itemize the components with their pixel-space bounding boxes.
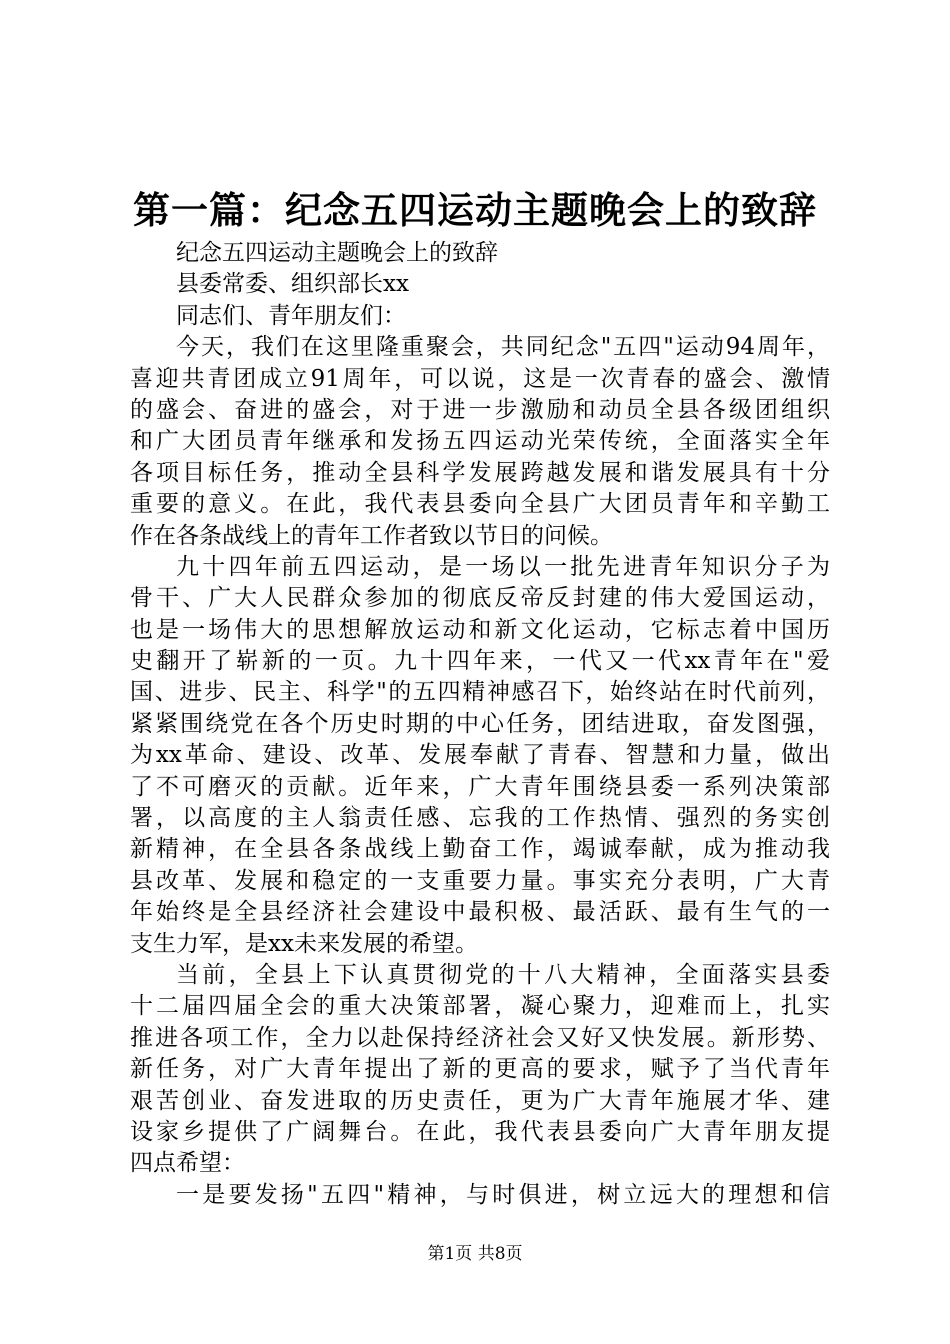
body-line: 县改革、发展和稳定的一支重要力量。事实充分表明，广大青 (130, 867, 830, 894)
body-line: 支生力军，是xx未来发展的希望。 (130, 930, 478, 957)
body-line: 县委常委、组织部长xx (176, 271, 409, 298)
body-line: 也是一场伟大的思想解放运动和新文化运动，它标志着中国历 (130, 616, 830, 643)
body-line: 国、进步、民主、科学"的五四精神感召下，始终站在时代前列， (130, 679, 830, 706)
page-footer: 第1页 共8页 (427, 1244, 523, 1264)
body-line: 年始终是全县经济社会建设中最积极、最活跃、最有生气的一 (130, 899, 830, 926)
body-line: 的盛会、奋进的盛会，对于进一步激励和动员全县各级团组织 (130, 396, 830, 423)
body-line: 各项目标任务，推动全县科学发展跨越发展和谐发展具有十分 (130, 459, 830, 486)
body-line: 重要的意义。在此，我代表县委向全县广大团员青年和辛勤工 (130, 491, 830, 518)
body-line: 和广大团员青年继承和发扬五四运动光荣传统，全面落实全年 (130, 428, 830, 455)
body-line: 作在各条战线上的青年工作者致以节日的问候。 (130, 522, 613, 549)
body-line: 了不可磨灭的贡献。近年来，广大青年围绕县委一系列决策部 (130, 773, 830, 800)
body-line: 为xx革命、建设、改革、发展奉献了青春、智慧和力量，做出 (130, 742, 830, 769)
body-line: 四点希望： (130, 1150, 245, 1177)
document-body (130, 238, 830, 1211)
body-line: 新任务，对广大青年提出了新的更高的要求，赋予了当代青年 (130, 1056, 830, 1083)
body-line: 同志们、青年朋友们： (176, 302, 406, 329)
body-line: 新精神，在全县各条战线上勤奋工作，竭诚奉献，成为推动我 (130, 836, 830, 863)
document-title: 第一篇：纪念五四运动主题晚会上的致辞 (133, 189, 817, 232)
body-line: 史翻开了崭新的一页。九十四年来，一代又一代xx青年在"爱 (130, 648, 830, 675)
body-line: 署，以高度的主人翁责任感、忘我的工作热情、强烈的务实创 (130, 805, 830, 832)
body-line: 喜迎共青团成立91周年，可以说，这是一次青春的盛会、激情 (130, 365, 830, 392)
body-line: 骨干、广大人民群众参加的彻底反帝反封建的伟大爱国运动， (130, 585, 830, 612)
body-line: 一是要发扬"五四"精神，与时俱进，树立远大的理想和信 (176, 1181, 830, 1208)
body-line: 十二届四届全会的重大决策部署，凝心聚力，迎难而上，扎实 (130, 993, 830, 1020)
body-line: 设家乡提供了广阔舞台。在此，我代表县委向广大青年朋友提 (130, 1118, 830, 1145)
body-line: 今天，我们在这里隆重聚会，共同纪念"五四"运动94周年， (176, 334, 830, 361)
body-line: 紧紧围绕党在各个历史时期的中心任务，团结进取，奋发图强， (130, 710, 830, 737)
body-line: 推进各项工作，全力以赴保持经济社会又好又快发展。新形势、 (130, 1024, 830, 1051)
body-line: 艰苦创业、奋发进取的历史责任，更为广大青年施展才华、建 (130, 1087, 830, 1114)
body-line: 纪念五四运动主题晚会上的致辞 (176, 240, 498, 266)
body-line: 九十四年前五四运动，是一场以一批先进青年知识分子为 (176, 553, 830, 580)
body-line: 当前，全县上下认真贯彻党的十八大精神，全面落实县委 (176, 961, 830, 988)
